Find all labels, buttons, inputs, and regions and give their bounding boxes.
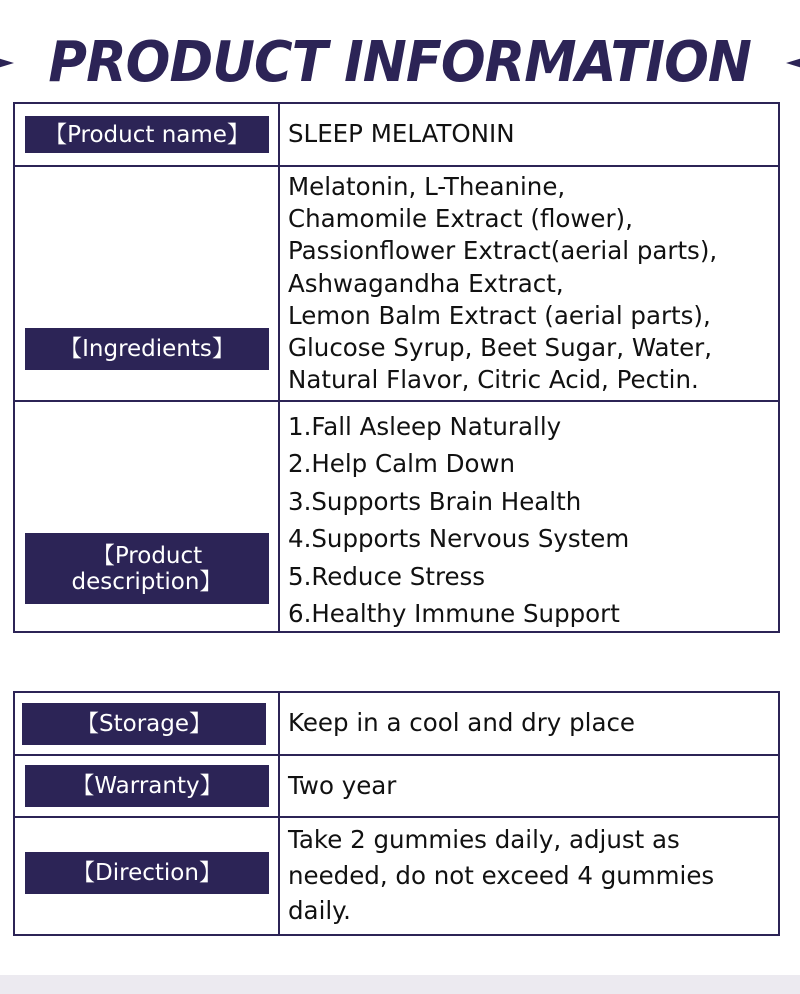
value-storage: Keep in a cool and dry place <box>288 708 636 737</box>
value-direction <box>288 822 774 929</box>
ingredients-line: Passionflower Extract(aerial parts), <box>288 236 718 266</box>
arrow-left-icon <box>786 55 800 71</box>
storage-info-table <box>13 691 780 936</box>
label-description-line: description】 <box>71 568 223 595</box>
bottom-band <box>0 975 800 994</box>
arrow-right-icon <box>0 55 14 71</box>
row-description <box>15 400 778 631</box>
ingredients-line: Glucose Syrup, Beet Sugar, Water, <box>288 333 713 363</box>
value-product-name: SLEEP MELATONIN <box>288 119 515 148</box>
row-direction <box>15 816 778 934</box>
label-storage: 【Storage】 <box>22 703 266 745</box>
product-info-table <box>13 102 780 633</box>
label-description-line: 【Product <box>91 542 203 569</box>
description-item: 2.Help Calm Down <box>288 449 516 479</box>
label-product-name: 【Product name】 <box>25 116 269 153</box>
description-item: 4.Supports Nervous System <box>288 524 630 554</box>
row-storage <box>15 693 778 754</box>
value-ingredients <box>288 171 774 396</box>
direction-line: needed, do not exceed 4 gummies <box>288 860 715 890</box>
description-item: 3.Supports Brain Health <box>288 486 582 516</box>
ingredients-line: Natural Flavor, Citric Acid, Pectin. <box>288 365 699 395</box>
value-warranty: Two year <box>288 771 397 800</box>
direction-line: Take 2 gummies daily, adjust as <box>288 825 680 854</box>
ingredients-line: Chamomile Extract (flower), <box>288 204 633 234</box>
label-warranty: 【Warranty】 <box>25 765 269 807</box>
label-ingredients: 【Ingredients】 <box>25 328 269 370</box>
description-item: 1.Fall Asleep Naturally <box>288 412 562 441</box>
label-description <box>25 533 269 604</box>
header <box>0 28 800 98</box>
ingredients-line: Melatonin, L-Theanine, <box>288 172 566 201</box>
label-direction: 【Direction】 <box>25 852 269 894</box>
direction-line: daily. <box>288 896 351 925</box>
row-ingredients <box>15 165 778 400</box>
row-product-name <box>15 104 778 165</box>
ingredients-line: Ashwagandha Extract, <box>288 268 564 298</box>
row-warranty <box>15 754 778 816</box>
description-item: 5.Reduce Stress <box>288 561 486 591</box>
description-item: 6.Healthy Immune Support <box>288 599 620 629</box>
page-title: PRODUCT INFORMATION <box>48 30 752 95</box>
ingredients-line: Lemon Balm Extract (aerial parts), <box>288 300 711 330</box>
value-description <box>288 408 774 632</box>
